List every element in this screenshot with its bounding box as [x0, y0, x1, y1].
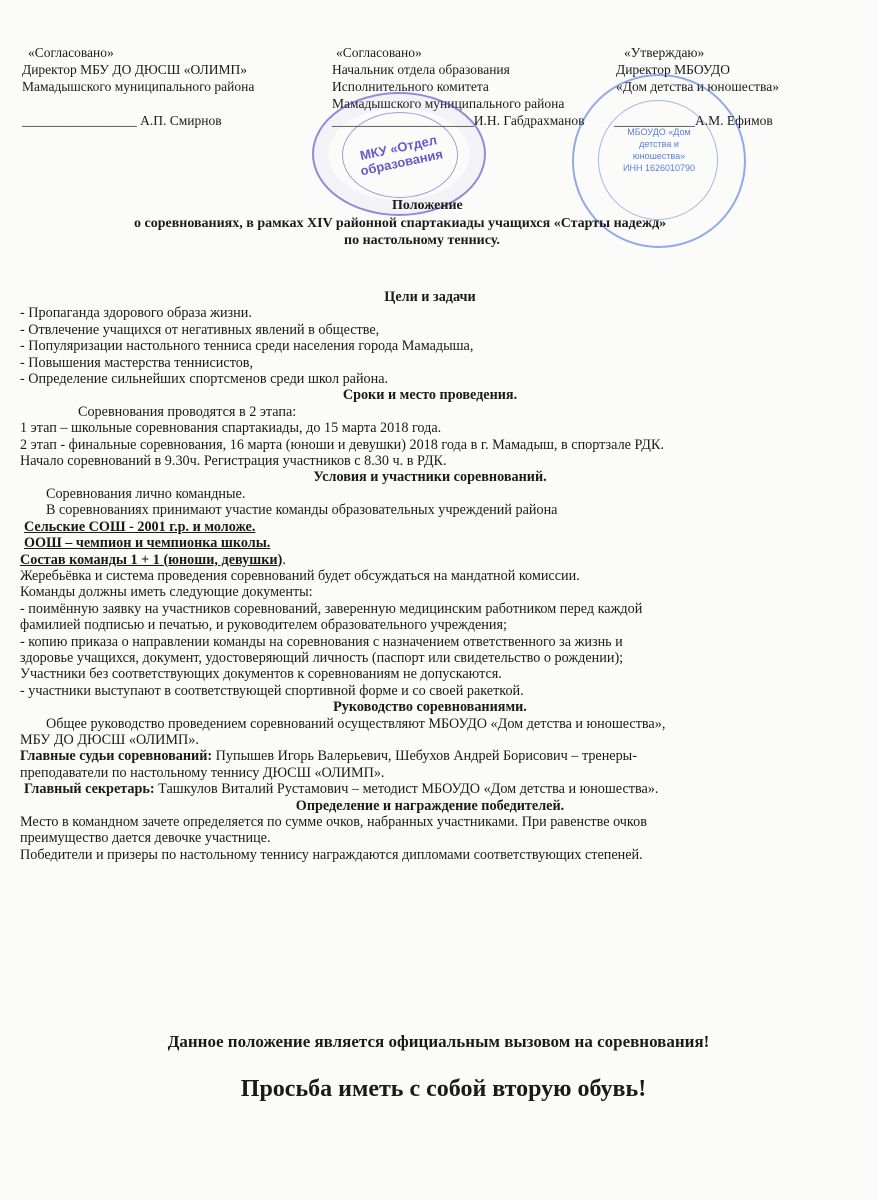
section-heading-goals: Цели и задачи: [384, 289, 476, 305]
goal-item: - Отвлечение учащихся от негативных явлений в обществе,: [20, 321, 380, 338]
document-body: [20, 289, 840, 863]
goal-item: - Пропаганда здорового образа жизни.: [20, 305, 252, 322]
age-group-basic: ООШ – чемпион и чемпионка школы.: [24, 535, 271, 552]
conditions-line: здоровье учащихся, документ, удостоверяющий личность (паспорт или свидетельство о рождении);: [20, 649, 624, 666]
judges-row: [20, 748, 840, 764]
timing-line: Начало соревнований в 9.30ч. Регистрация участников с 8.30 ч. в РДК.: [20, 453, 447, 470]
conditions-line: - поимённую заявку на участников соревнований, заверенную медицинским работником перед каждой: [20, 600, 643, 617]
team-composition-end: .: [282, 551, 286, 568]
winners-line: Победители и призеры по настольному теннису награждаются дипломами соответствующих степеней.: [20, 846, 643, 863]
timing-line: 2 этап - финальные соревнования, 16 марта (юноши и девушки) 2018 года в г. Мамадыш, в спортзале РДК.: [20, 436, 664, 453]
conditions-line: - участники выступают в соответствующей спортивной форме и со своей ракеткой.: [20, 682, 524, 699]
goal-item: - Популяризации настольного тенниса среди населения города Мамадыша,: [20, 338, 474, 355]
judges-label: Главные судьи соревнований:: [20, 748, 213, 765]
approval-label: «Согласовано»: [28, 45, 114, 60]
document-title: Положение: [392, 198, 463, 213]
conditions-line: Команды должны иметь следующие документы:: [20, 584, 313, 601]
approval-signature: ____________А.М. Ефимов: [614, 113, 773, 128]
secretary-row: [20, 781, 840, 797]
approval-position: Исполнительного комитета: [332, 79, 489, 94]
conditions-line: фамилией подписью и печатью, и руководителем образовательного учреждения;: [20, 617, 507, 634]
section-heading-conditions: Условия и участники соревнований.: [313, 469, 547, 486]
approval-position: Начальник отдела образования: [332, 62, 510, 77]
conditions-line: Жеребьёвка и система проведения соревнований будет обсуждаться на мандатной комиссии.: [20, 567, 580, 584]
document-subtitle-line2: по настольному теннису.: [344, 233, 500, 248]
stamp-caption: МБОУДО «Дом детства и юношества» ИНН 1626010790: [622, 127, 696, 173]
conditions-line: Участники без соответствующих документов к соревнованиям не допускаются.: [20, 666, 502, 683]
judges-names: Пупышев Игорь Валерьевич, Шебухов Андрей Борисович – тренеры-: [212, 748, 637, 765]
secretary-label: Главный секретарь:: [24, 781, 155, 798]
team-composition-row: [20, 552, 840, 568]
management-line: Общее руководство проведением соревнований осуществляют МБОУДО «Дом детства и юношества»,: [46, 715, 666, 732]
document-subtitle: о соревнованиях, в рамках XIV районной спартакиады учащихся «Старты надежд»: [134, 216, 667, 231]
official-call-notice: Данное положение является официальным вызовом на соревнования!: [167, 1032, 710, 1051]
approval-block-sports-school: [22, 44, 254, 129]
section-heading-management: Руководство соревнованиями.: [333, 699, 527, 716]
stamp-caption: МКУ «Отдел образования: [358, 132, 445, 179]
approval-position: Мамадышского муниципального района: [22, 79, 255, 94]
winners-line: преимущество дается девочке участнице.: [20, 830, 271, 847]
conditions-line: Соревнования лично командные.: [46, 485, 246, 502]
team-composition: Состав команды 1 + 1 (юноши, девушки): [20, 551, 283, 568]
management-line: МБУ ДО ДЮСШ «ОЛИМП».: [20, 731, 199, 748]
winners-line: Место в командном зачете определяется по сумме очков, набранных участниками. При равенстве очков: [20, 814, 647, 830]
approval-label: «Согласовано»: [336, 45, 422, 60]
timing-line: 1 этап – школьные соревнования спартакиады, до 15 марта 2018 года.: [20, 420, 442, 437]
conditions-line: - копию приказа о направлении команды на соревнования с назначением ответственного за жизнь и: [20, 633, 623, 650]
goal-item: - Определение сильнейших спортсменов среди школ района.: [20, 371, 389, 388]
timing-line: Соревнования проводятся в 2 этапа:: [78, 403, 297, 420]
judges-line2: преподаватели по настольному теннису ДЮСШ «ОЛИМП».: [20, 764, 385, 781]
approval-position: «Дом детства и юношества»: [616, 79, 779, 94]
approval-signature: _____________________И.Н. Габдрахманов: [332, 113, 585, 128]
approval-position: Директор МБОУДО: [616, 62, 730, 77]
shoes-note: Просьба иметь с собой вторую обувь!: [240, 1076, 647, 1102]
section-heading-timing: Сроки и место проведения.: [342, 387, 518, 404]
approval-label: «Утверждаю»: [624, 45, 705, 60]
approval-position: Директор МБУ ДО ДЮСШ «ОЛИМП»: [22, 62, 248, 77]
section-heading-winners: Определение и награждение победителей.: [295, 797, 565, 814]
approval-position: Мамадышского муниципального района: [332, 96, 565, 111]
conditions-line: В соревнованиях принимают участие команды образовательных учреждений района: [46, 502, 558, 519]
goal-item: - Повышения мастерства теннисистов,: [20, 354, 254, 371]
secretary-name: Ташкулов Виталий Рустамович – методист МБОУДО «Дом детства и юношества».: [154, 781, 659, 798]
age-group-rural: Сельские СОШ - 2001 г.р. и моложе.: [24, 518, 256, 535]
approval-signature: _________________ А.П. Смирнов: [22, 113, 222, 128]
